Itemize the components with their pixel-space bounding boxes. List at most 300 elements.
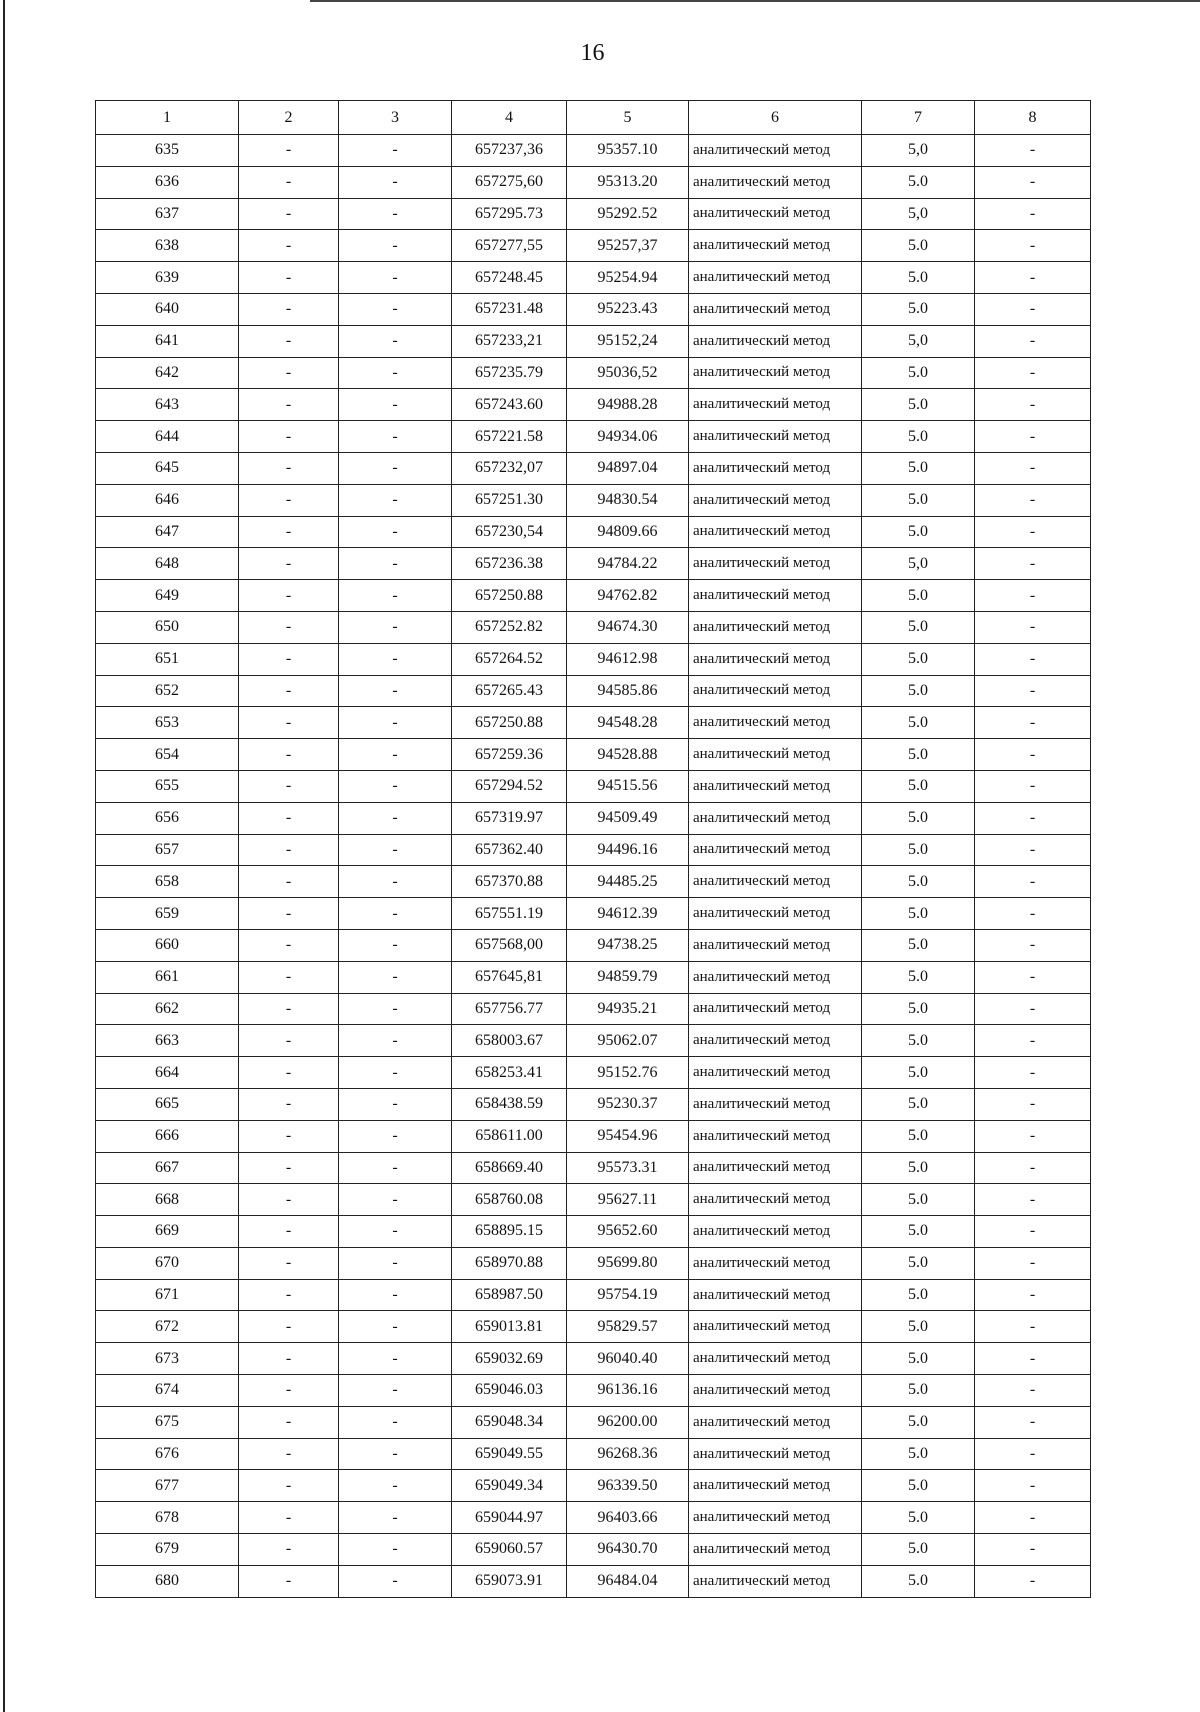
accuracy: 5.0	[862, 1088, 975, 1120]
cell-col8: -	[975, 325, 1091, 357]
coordinate-x: 659044.97	[452, 1502, 567, 1534]
coordinate-x: 659060.57	[452, 1534, 567, 1566]
page-number: 16	[580, 40, 605, 66]
method: аналитический метод	[689, 739, 862, 771]
accuracy: 5.0	[862, 961, 975, 993]
coordinate-x: 657251.30	[452, 484, 567, 516]
cell-col8: -	[975, 198, 1091, 230]
cell-col2: -	[239, 1152, 339, 1184]
coordinate-y: 94859.79	[567, 961, 689, 993]
table-row	[96, 1184, 1091, 1216]
cell-col8: -	[975, 929, 1091, 961]
cell-col2: -	[239, 1120, 339, 1152]
method: аналитический метод	[689, 993, 862, 1025]
point-number: 646	[96, 484, 239, 516]
coordinate-y: 94762.82	[567, 580, 689, 612]
cell-col3: -	[339, 166, 452, 198]
table-row	[96, 1375, 1091, 1407]
point-number: 680	[96, 1565, 239, 1597]
coordinate-y: 94809.66	[567, 516, 689, 548]
accuracy: 5.0	[862, 1375, 975, 1407]
cell-col3: -	[339, 898, 452, 930]
coordinate-y: 94509.49	[567, 802, 689, 834]
cell-col2: -	[239, 898, 339, 930]
coordinate-x: 657235.79	[452, 357, 567, 389]
accuracy: 5.0	[862, 1279, 975, 1311]
table-row	[96, 1470, 1091, 1502]
method: аналитический метод	[689, 1279, 862, 1311]
method: аналитический метод	[689, 1375, 862, 1407]
cell-col3: -	[339, 1120, 452, 1152]
coordinate-x: 657275,60	[452, 166, 567, 198]
accuracy: 5.0	[862, 580, 975, 612]
point-number: 678	[96, 1502, 239, 1534]
table-row	[96, 548, 1091, 580]
accuracy: 5.0	[862, 262, 975, 294]
table-row	[96, 1565, 1091, 1597]
method: аналитический метод	[689, 1120, 862, 1152]
cell-col2: -	[239, 1502, 339, 1534]
coordinate-y: 95754.19	[567, 1279, 689, 1311]
coordinate-x: 657294.52	[452, 770, 567, 802]
method: аналитический метод	[689, 643, 862, 675]
accuracy: 5.0	[862, 675, 975, 707]
cell-col8: -	[975, 293, 1091, 325]
cell-col3: -	[339, 834, 452, 866]
cell-col8: -	[975, 1502, 1091, 1534]
table-row	[96, 135, 1091, 167]
coordinate-x: 658611.00	[452, 1120, 567, 1152]
cell-col3: -	[339, 1406, 452, 1438]
cell-col8: -	[975, 707, 1091, 739]
coordinate-x: 659032.69	[452, 1343, 567, 1375]
table-row	[96, 230, 1091, 262]
cell-col2: -	[239, 484, 339, 516]
point-number: 669	[96, 1216, 239, 1248]
accuracy: 5.0	[862, 866, 975, 898]
coordinate-y: 95254.94	[567, 262, 689, 294]
table-body	[96, 135, 1091, 1598]
coordinate-x: 657230,54	[452, 516, 567, 548]
accuracy: 5.0	[862, 802, 975, 834]
accuracy: 5.0	[862, 834, 975, 866]
accuracy: 5,0	[862, 135, 975, 167]
cell-col2: -	[239, 262, 339, 294]
method: аналитический метод	[689, 389, 862, 421]
accuracy: 5.0	[862, 230, 975, 262]
cell-col2: -	[239, 993, 339, 1025]
point-number: 642	[96, 357, 239, 389]
coordinate-x: 657265.43	[452, 675, 567, 707]
cell-col2: -	[239, 452, 339, 484]
cell-col3: -	[339, 548, 452, 580]
coordinate-y: 94674.30	[567, 611, 689, 643]
coordinate-y: 94738.25	[567, 929, 689, 961]
cell-col3: -	[339, 1025, 452, 1057]
cell-col3: -	[339, 770, 452, 802]
method: аналитический метод	[689, 516, 862, 548]
table-row	[96, 611, 1091, 643]
coordinate-y: 94585.86	[567, 675, 689, 707]
coordinate-y: 95652.60	[567, 1216, 689, 1248]
cell-col8: -	[975, 1247, 1091, 1279]
accuracy: 5.0	[862, 993, 975, 1025]
accuracy: 5.0	[862, 389, 975, 421]
coordinate-y: 96339.50	[567, 1470, 689, 1502]
coordinate-x: 657551.19	[452, 898, 567, 930]
point-number: 637	[96, 198, 239, 230]
point-number: 654	[96, 739, 239, 771]
coordinate-x: 657362.40	[452, 834, 567, 866]
accuracy: 5.0	[862, 1025, 975, 1057]
cell-col2: -	[239, 1534, 339, 1566]
method: аналитический метод	[689, 1184, 862, 1216]
cell-col3: -	[339, 1343, 452, 1375]
table-row	[96, 452, 1091, 484]
table-row	[96, 516, 1091, 548]
coordinate-y: 94485.25	[567, 866, 689, 898]
cell-col2: -	[239, 516, 339, 548]
method: аналитический метод	[689, 1088, 862, 1120]
coordinate-y: 95223.43	[567, 293, 689, 325]
method: аналитический метод	[689, 866, 862, 898]
table-header-row	[96, 101, 1091, 135]
table-row	[96, 707, 1091, 739]
cell-col8: -	[975, 993, 1091, 1025]
coordinate-x: 657243.60	[452, 389, 567, 421]
cell-col8: -	[975, 1565, 1091, 1597]
cell-col8: -	[975, 1025, 1091, 1057]
coordinate-x: 659048.34	[452, 1406, 567, 1438]
cell-col2: -	[239, 1406, 339, 1438]
cell-col2: -	[239, 1438, 339, 1470]
coordinate-x: 657756.77	[452, 993, 567, 1025]
cell-col3: -	[339, 1375, 452, 1407]
coordinate-x: 657236.38	[452, 548, 567, 580]
cell-col3: -	[339, 929, 452, 961]
coordinate-y: 95152.76	[567, 1057, 689, 1089]
method: аналитический метод	[689, 198, 862, 230]
coordinate-x: 657250.88	[452, 707, 567, 739]
coordinate-y: 96136.16	[567, 1375, 689, 1407]
coordinate-y: 94897.04	[567, 452, 689, 484]
method: аналитический метод	[689, 1247, 862, 1279]
table-row	[96, 580, 1091, 612]
method: аналитический метод	[689, 293, 862, 325]
point-number: 653	[96, 707, 239, 739]
accuracy: 5.0	[862, 707, 975, 739]
coordinate-y: 94612.98	[567, 643, 689, 675]
coordinate-y: 95230.37	[567, 1088, 689, 1120]
cell-col2: -	[239, 802, 339, 834]
accuracy: 5.0	[862, 1057, 975, 1089]
accuracy: 5.0	[862, 770, 975, 802]
cell-col2: -	[239, 1247, 339, 1279]
cell-col8: -	[975, 1534, 1091, 1566]
coordinate-y: 95257,37	[567, 230, 689, 262]
method: аналитический метод	[689, 548, 862, 580]
column-header: 5	[567, 101, 689, 135]
cell-col3: -	[339, 484, 452, 516]
coordinate-y: 95292.52	[567, 198, 689, 230]
column-header: 3	[339, 101, 452, 135]
coordinate-x: 659049.55	[452, 1438, 567, 1470]
accuracy: 5,0	[862, 325, 975, 357]
coordinate-y: 94935.21	[567, 993, 689, 1025]
accuracy: 5.0	[862, 1343, 975, 1375]
table-row	[96, 739, 1091, 771]
coordinate-x: 657370.88	[452, 866, 567, 898]
cell-col3: -	[339, 611, 452, 643]
method: аналитический метод	[689, 802, 862, 834]
coordinate-x: 659073.91	[452, 1565, 567, 1597]
method: аналитический метод	[689, 1216, 862, 1248]
cell-col3: -	[339, 580, 452, 612]
cell-col2: -	[239, 707, 339, 739]
accuracy: 5.0	[862, 929, 975, 961]
point-number: 644	[96, 421, 239, 453]
coordinate-x: 658895.15	[452, 1216, 567, 1248]
table-row	[96, 262, 1091, 294]
cell-col2: -	[239, 1216, 339, 1248]
cell-col8: -	[975, 961, 1091, 993]
cell-col2: -	[239, 1184, 339, 1216]
coordinate-y: 94784.22	[567, 548, 689, 580]
method: аналитический метод	[689, 421, 862, 453]
coordinate-x: 657233,21	[452, 325, 567, 357]
point-number: 676	[96, 1438, 239, 1470]
coordinate-y: 94612.39	[567, 898, 689, 930]
point-number: 671	[96, 1279, 239, 1311]
coordinate-y: 96200.00	[567, 1406, 689, 1438]
coordinate-y: 95829.57	[567, 1311, 689, 1343]
cell-col3: -	[339, 1057, 452, 1089]
cell-col3: -	[339, 389, 452, 421]
coordinate-x: 659049.34	[452, 1470, 567, 1502]
accuracy: 5.0	[862, 1311, 975, 1343]
cell-col8: -	[975, 1343, 1091, 1375]
accuracy: 5.0	[862, 452, 975, 484]
cell-col8: -	[975, 1216, 1091, 1248]
cell-col3: -	[339, 230, 452, 262]
table-row	[96, 1152, 1091, 1184]
accuracy: 5.0	[862, 1184, 975, 1216]
method: аналитический метод	[689, 1502, 862, 1534]
coordinate-y: 94934.06	[567, 421, 689, 453]
coordinate-x: 657645,81	[452, 961, 567, 993]
coordinate-x: 657319.97	[452, 802, 567, 834]
coordinate-y: 95036,52	[567, 357, 689, 389]
table-row	[96, 1088, 1091, 1120]
coordinate-x: 658253.41	[452, 1057, 567, 1089]
table-row	[96, 1057, 1091, 1089]
method: аналитический метод	[689, 1152, 862, 1184]
point-number: 643	[96, 389, 239, 421]
point-number: 656	[96, 802, 239, 834]
point-number: 661	[96, 961, 239, 993]
cell-col2: -	[239, 1375, 339, 1407]
cell-col2: -	[239, 866, 339, 898]
method: аналитический метод	[689, 770, 862, 802]
cell-col2: -	[239, 548, 339, 580]
accuracy: 5.0	[862, 484, 975, 516]
point-number: 650	[96, 611, 239, 643]
cell-col3: -	[339, 961, 452, 993]
point-number: 673	[96, 1343, 239, 1375]
method: аналитический метод	[689, 1025, 862, 1057]
table-row	[96, 198, 1091, 230]
cell-col8: -	[975, 357, 1091, 389]
table-row	[96, 1438, 1091, 1470]
accuracy: 5.0	[862, 1534, 975, 1566]
coordinate-y: 94548.28	[567, 707, 689, 739]
coordinate-x: 658760.08	[452, 1184, 567, 1216]
cell-col2: -	[239, 834, 339, 866]
cell-col8: -	[975, 580, 1091, 612]
coordinate-y: 94988.28	[567, 389, 689, 421]
cell-col3: -	[339, 421, 452, 453]
cell-col8: -	[975, 834, 1091, 866]
method: аналитический метод	[689, 262, 862, 294]
point-number: 649	[96, 580, 239, 612]
cell-col2: -	[239, 1311, 339, 1343]
accuracy: 5.0	[862, 1120, 975, 1152]
cell-col8: -	[975, 643, 1091, 675]
point-number: 655	[96, 770, 239, 802]
cell-col8: -	[975, 421, 1091, 453]
table-row	[96, 357, 1091, 389]
table-row	[96, 1247, 1091, 1279]
coordinate-y: 96268.36	[567, 1438, 689, 1470]
cell-col8: -	[975, 739, 1091, 771]
coordinate-y: 94830.54	[567, 484, 689, 516]
cell-col8: -	[975, 1057, 1091, 1089]
point-number: 675	[96, 1406, 239, 1438]
cell-col8: -	[975, 1120, 1091, 1152]
cell-col3: -	[339, 1152, 452, 1184]
table-row	[96, 325, 1091, 357]
point-number: 672	[96, 1311, 239, 1343]
cell-col3: -	[339, 1502, 452, 1534]
accuracy: 5.0	[862, 293, 975, 325]
accuracy: 5.0	[862, 516, 975, 548]
point-number: 639	[96, 262, 239, 294]
accuracy: 5.0	[862, 643, 975, 675]
table-row	[96, 389, 1091, 421]
method: аналитический метод	[689, 1470, 862, 1502]
cell-col2: -	[239, 357, 339, 389]
table-row	[96, 1279, 1091, 1311]
method: аналитический метод	[689, 1406, 862, 1438]
point-number: 663	[96, 1025, 239, 1057]
cell-col2: -	[239, 929, 339, 961]
method: аналитический метод	[689, 707, 862, 739]
cell-col3: -	[339, 452, 452, 484]
coordinate-x: 657295.73	[452, 198, 567, 230]
method: аналитический метод	[689, 675, 862, 707]
cell-col3: -	[339, 357, 452, 389]
method: аналитический метод	[689, 611, 862, 643]
cell-col3: -	[339, 643, 452, 675]
cell-col8: -	[975, 770, 1091, 802]
cell-col2: -	[239, 1470, 339, 1502]
cell-col8: -	[975, 135, 1091, 167]
point-number: 647	[96, 516, 239, 548]
accuracy: 5.0	[862, 1438, 975, 1470]
method: аналитический метод	[689, 1311, 862, 1343]
accuracy: 5.0	[862, 898, 975, 930]
cell-col3: -	[339, 1311, 452, 1343]
coordinate-x: 659013.81	[452, 1311, 567, 1343]
cell-col3: -	[339, 707, 452, 739]
coordinate-y: 95313.20	[567, 166, 689, 198]
coordinate-x: 657264.52	[452, 643, 567, 675]
cell-col2: -	[239, 421, 339, 453]
coordinate-y: 94515.56	[567, 770, 689, 802]
cell-col2: -	[239, 580, 339, 612]
point-number: 660	[96, 929, 239, 961]
coordinate-y: 95062.07	[567, 1025, 689, 1057]
cell-col8: -	[975, 1438, 1091, 1470]
cell-col3: -	[339, 866, 452, 898]
table-row	[96, 1216, 1091, 1248]
method: аналитический метод	[689, 1057, 862, 1089]
coordinate-y: 96430.70	[567, 1534, 689, 1566]
accuracy: 5.0	[862, 739, 975, 771]
cell-col2: -	[239, 230, 339, 262]
cell-col2: -	[239, 961, 339, 993]
column-header: 4	[452, 101, 567, 135]
cell-col2: -	[239, 739, 339, 771]
cell-col8: -	[975, 548, 1091, 580]
cell-col8: -	[975, 452, 1091, 484]
coordinate-x: 658669.40	[452, 1152, 567, 1184]
coordinate-y: 95152,24	[567, 325, 689, 357]
column-header: 7	[862, 101, 975, 135]
point-number: 674	[96, 1375, 239, 1407]
cell-col8: -	[975, 1279, 1091, 1311]
cell-col3: -	[339, 1565, 452, 1597]
cell-col3: -	[339, 1534, 452, 1566]
cell-col2: -	[239, 166, 339, 198]
point-number: 670	[96, 1247, 239, 1279]
cell-col3: -	[339, 293, 452, 325]
cell-col2: -	[239, 389, 339, 421]
coordinate-x: 658438.59	[452, 1088, 567, 1120]
cell-col3: -	[339, 1184, 452, 1216]
cell-col3: -	[339, 739, 452, 771]
table-row	[96, 675, 1091, 707]
method: аналитический метод	[689, 929, 862, 961]
table-row	[96, 1534, 1091, 1566]
method: аналитический метод	[689, 357, 862, 389]
method: аналитический метод	[689, 580, 862, 612]
accuracy: 5.0	[862, 1502, 975, 1534]
coordinate-y: 95573.31	[567, 1152, 689, 1184]
cell-col3: -	[339, 516, 452, 548]
cell-col8: -	[975, 802, 1091, 834]
cell-col2: -	[239, 1088, 339, 1120]
coordinate-y: 95699.80	[567, 1247, 689, 1279]
column-header: 1	[96, 101, 239, 135]
cell-col8: -	[975, 611, 1091, 643]
coordinate-x: 657221.58	[452, 421, 567, 453]
point-number: 677	[96, 1470, 239, 1502]
cell-col8: -	[975, 516, 1091, 548]
coordinate-y: 96484.04	[567, 1565, 689, 1597]
accuracy: 5.0	[862, 1406, 975, 1438]
table-row	[96, 961, 1091, 993]
